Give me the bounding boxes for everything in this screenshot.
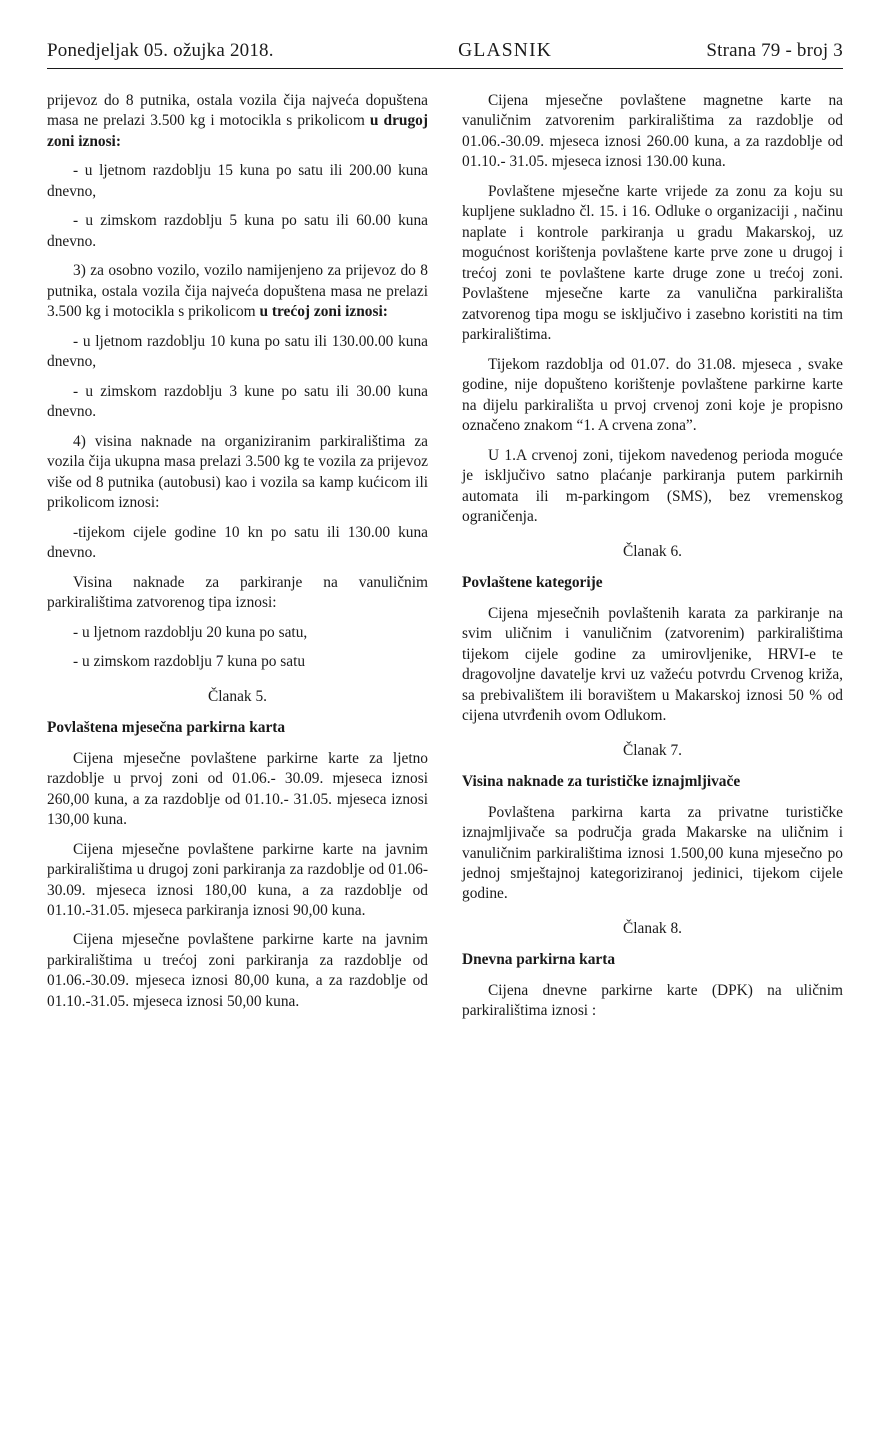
para-item-4-organized-parking [47,432,428,514]
paragraph-text: - u zimskom razdoblju 7 kuna po satu [73,653,306,671]
para-daily-card-body [462,981,843,1022]
para-summer-period-130 [47,332,428,373]
paragraph-emphasis: u trećoj zoni iznosi: [259,303,388,321]
paragraph-text: Cijena mjesečne povlaštene parkirne karte na javnim parkiralištima u trećoj zoni parkiranja za razdoblje od 01.06.-30.09. mjeseca iznosi 80,00 kuna, a za razdoblje od 01.10.-31.05. mjeseca iznosi 50,00 kuna. [47,931,428,1010]
paragraph-text: Tijekom razdoblja od 01.07. do 31.08. mjeseca , svake godine, nije dopušteno korištenje povlaštene parkirne karte na dijelu parkirališta u prvoj crvenoj zoni koje je propisno označeno znakom “1. A crvena zona”. [462,355,843,435]
paragraph-text: Visina naknade za turističke iznajmljivače [462,773,741,791]
article-8-heading [462,919,843,939]
para-preferential-categories-body [462,604,843,727]
header-date: Ponedjeljak 05. ožujka 2018. [47,40,274,61]
paragraph-text: - u ljetnom razdoblju 10 kuna po satu ili 130.00.00 kuna dnevno, [47,332,428,371]
paragraph-text: Cijena mjesečne povlaštene parkirne karte za ljetno razdoblje u prvoj zoni od 01.06.- 30.09. mjeseca iznosi 260,00 kuna, a za razdoblje od 01.10.- 31.05. mjeseca iznosi 130,00 kuna. [47,749,428,829]
right-column [462,91,843,1031]
paragraph-text: Visina naknade za parkiranje na vanuličnim parkiralištima zatvorenog tipa iznosi: [47,573,428,612]
two-column-body [47,91,843,1031]
subheading-tourist-renters [462,772,843,792]
paragraph-text: - u ljetnom razdoblju 15 kuna po satu ili 200.00 kuna dnevno, [47,162,428,200]
paragraph-text: Cijena dnevne parkirne karte (DPK) na uličnim parkiralištima iznosi : [462,981,843,1020]
para-price-second-zone [47,840,428,922]
para-period-restriction [462,355,843,437]
header-divider [47,68,843,69]
para-winter-7-per-hour [47,652,428,672]
para-vehicle-8-passengers [47,91,428,152]
paragraph-text: 4) visina naknade na organiziranim parkiralištima za vozila čija ukupna masa prelazi 3.500 kg te vozila za prijevoz više od 8 putnika (autobusi) kao i vozila sa kamp kućicom ili prikolicom iznosi: [47,432,428,512]
paragraph-text: Povlaštena mjesečna parkirna karta [47,719,286,737]
para-cards-valid-zone [462,182,843,346]
para-winter-period-60 [47,211,428,252]
subheading-preferential-monthly-card [47,718,428,738]
para-price-first-zone [47,749,428,831]
paragraph-text: Povlaštene mjesečne karte vrijede za zonu za koju su kupljene sukladno čl. 15. i 16. Odluke o organizaciji , načinu naplate i kontrole parkiranja u gradu Makarskoj, uz mogućnost korištenja povlaštene karte prve zone u drugoj i trećoj zoni te povlaštene karte druge zone u trećoj zoni. Povlaštene mjesečne karte za vanulična parkirališta zatvorenog tipa mogu se isključivo i zasebno koristiti na tim parkiralištima. [462,182,843,344]
paragraph-text: Cijena mjesečne povlaštene magnetne karte na vanuličnim zatvorenim parkiralištima za razdoblje od 01.06.-30.09. mjeseca iznosi 260.00 kuna, a za razdoblje od 01.10.- 31.05. mjeseca iznosi 130.00 kuna. [462,92,843,171]
paragraph-text: -tijekom cijele godine 10 kn po satu ili 130.00 kuna dnevno. [47,523,428,562]
subheading-daily-parking-card [462,950,843,970]
para-price-third-zone [47,930,428,1012]
paragraph-text: Cijena mjesečnih povlaštenih karata za parkiranje na svim uličnim i vanuličnim (zatvorenim) parkiralištima tijekom cijele godine za umirovljenike, HRVI-e te dragovoljne davatelje krvi uz važeću potvrdu Crvenog križa, sa prebivalištem ili boravištem u Makarskoj iznosi 50 % od cijena utvrđenih ovom Odlukom. [462,604,843,725]
paragraph-text: Članak 7. [623,741,682,759]
para-winter-period-30 [47,382,428,423]
article-7-heading [462,741,843,761]
paragraph-text: Povlaštene kategorije [462,574,603,592]
page-content [47,40,843,1031]
paragraph-text: - u zimskom razdoblju 5 kuna po satu ili 60.00 kuna dnevno. [47,212,428,250]
paragraph-text: Članak 8. [623,919,682,937]
paragraph-text: Članak 5. [208,687,267,705]
para-magnetic-card-price [462,91,843,173]
para-item-3-personal-vehicle [47,261,428,322]
article-5-heading [47,687,428,707]
paragraph-text: - u ljetnom razdoblju 20 kuna po satu, [73,623,308,641]
paragraph-text: - u zimskom razdoblju 3 kune po satu ili 30.00 kuna dnevno. [47,382,428,421]
para-tourist-renters-body [462,803,843,905]
para-closed-type-fee [47,573,428,614]
paragraph-text: prijevoz do 8 putnika, ostala vozila čija najveća dopuštena masa ne prelazi 3.500 kg i motocikla s prikolicom [47,92,428,130]
article-6-heading [462,542,843,562]
paragraph-text: 3) za osobno vozilo, vozilo namijenjeno za prijevoz do 8 putnika, ostala vozila čija najveća dopuštena masa ne prelazi 3.500 kg i motocikla s prikolicom [47,262,428,321]
subheading-preferential-categories [462,573,843,593]
header-page-number: Strana 79 - broj 3 [706,40,843,61]
paragraph-text: Cijena mjesečne povlaštene parkirne karte na javnim parkiralištima u drugoj zoni parkiranja za razdoblje od 01.06-30.09. mjeseca iznosi 180,00 kuna, a za razdoblje od 01.10.-31.05. mjeseca parkiranja iznosi 90,00 kuna. [47,840,428,919]
paragraph-text: Dnevna parkirna karta [462,951,616,969]
para-summer-period-200 [47,161,428,202]
para-summer-20-per-hour [47,623,428,643]
paragraph-text: U 1.A crvenoj zoni, tijekom navedenog perioda moguće je isključivo satno plaćanje parkiranja putem parkirnih automata ili m-parkingom (SMS), bez vremenskog ograničenja. [462,446,843,526]
page-header [47,40,843,67]
left-column [47,91,428,1031]
para-whole-year-130 [47,523,428,564]
paragraph-text: Članak 6. [623,542,682,560]
paragraph-text: Povlaštena parkirna karta za privatne turističke iznajmljivače sa područja grada Makarske na uličnim i vanuličnim parkiralištima iznosi 1.500,00 kuna mjesečno po jednoj smještajnoj kategoriziranoj jedinici, tijekom cijele godine. [462,803,843,903]
para-red-zone-payment [462,446,843,528]
paragraph-emphasis: u drugoj zoni iznosi: [47,112,429,150]
header-title: GLASNIK [458,40,553,61]
